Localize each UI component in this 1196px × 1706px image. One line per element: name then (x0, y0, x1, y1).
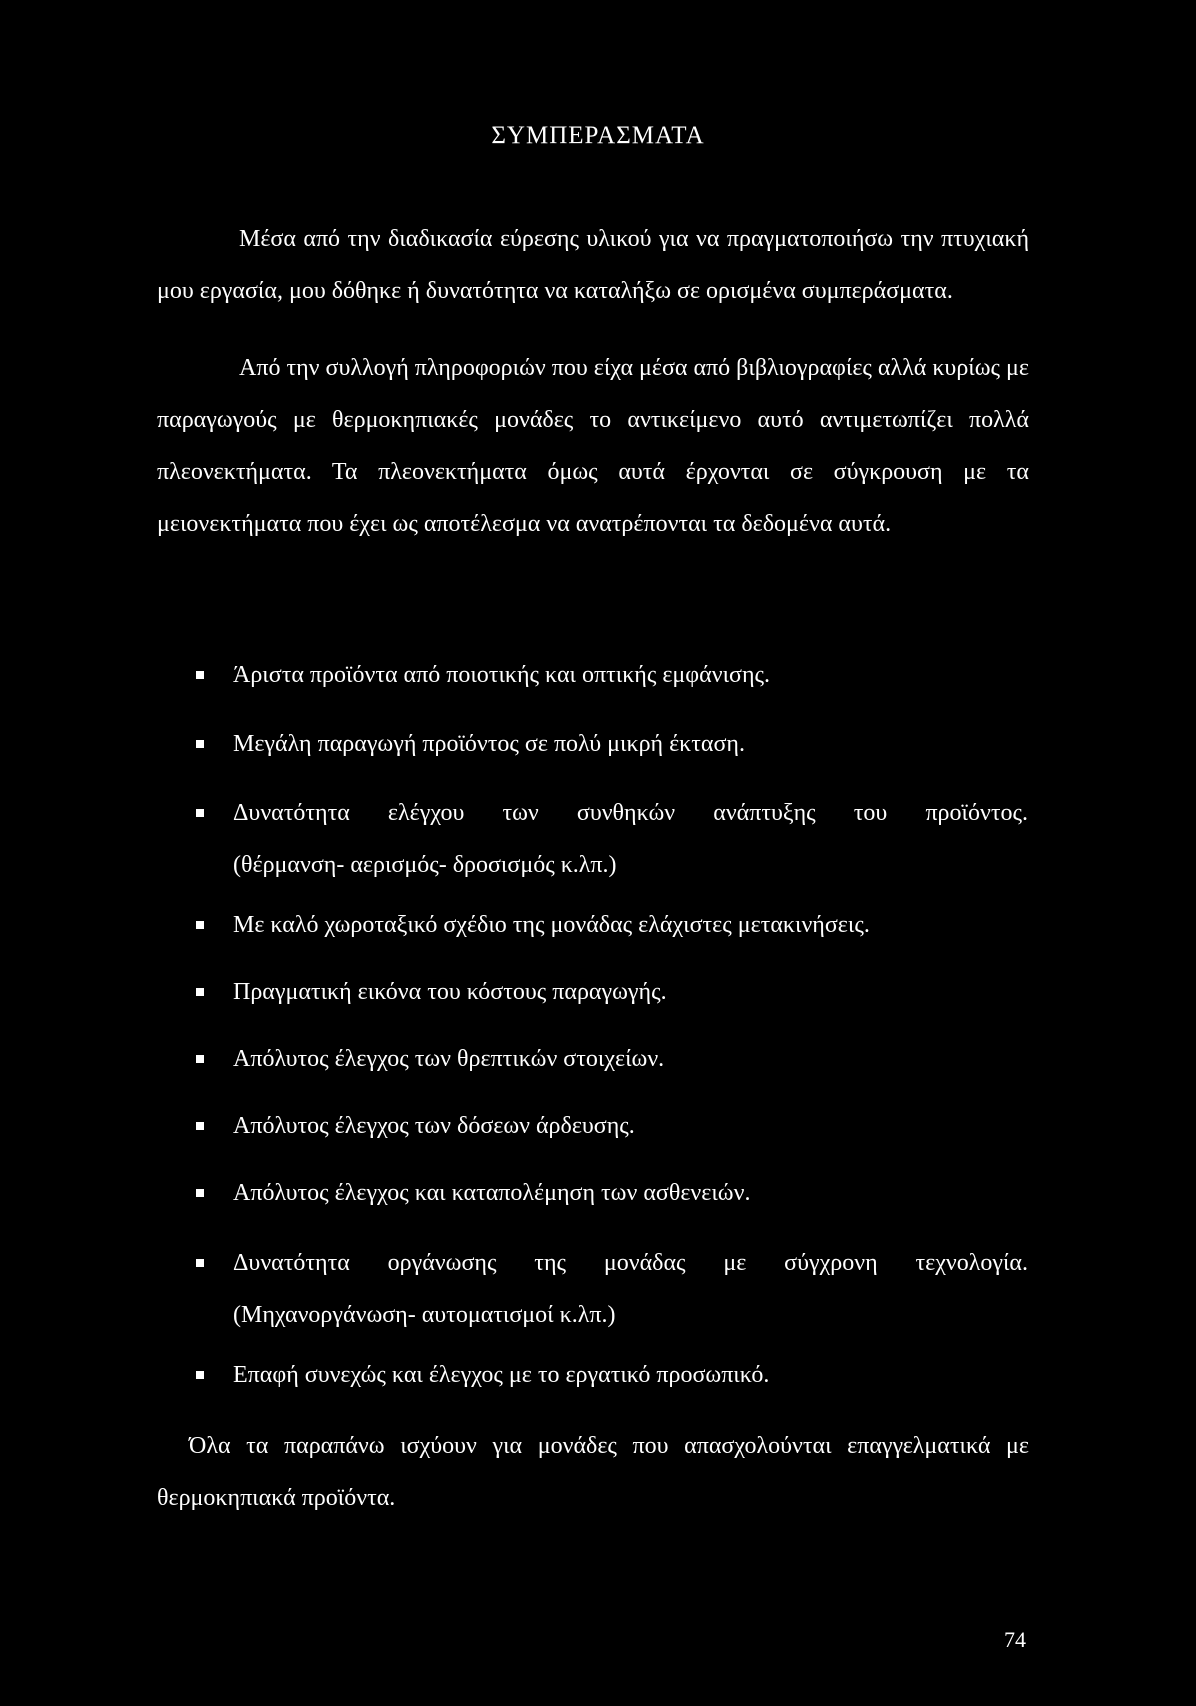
list-item (196, 649, 1028, 701)
list-item-text: Επαφή συνεχώς και έλεγχος με το εργατικό προσωπικό. (233, 1362, 770, 1388)
bullet-icon (196, 1371, 204, 1379)
bullet-icon (196, 671, 204, 679)
closing-paragraph: Όλα τα παραπάνω ισχύουν για μονάδες που απασχολούνται επαγγελματικά με θερμοκηπιακά προϊόντα. (157, 1433, 1029, 1511)
bullet-icon (196, 1055, 204, 1063)
list-item-continuation: (Μηχανοργάνωση- αυτοματισμοί κ.λπ.) (233, 1302, 616, 1328)
list-item (196, 1237, 1028, 1341)
advantages-paragraph: Από την συλλογή πληροφοριών που είχα μέσα από βιβλιογραφίες αλλά κυρίως με παραγωγούς με θερμοκηπιακές μονάδες το αντικείμενο αυτό αντιμετωπίζει πολλά πλεονεκτήματα. Τα πλεονεκτήματα όμως αυτά έρχονται σε σύγκρουση με τα μειονεκτήματα που έχει ως αποτέλεσμα να ανατρέπονται τα δεδομένα αυτά. (157, 355, 1029, 537)
bullet-icon (196, 1189, 204, 1197)
list-item-text: Απόλυτος έλεγχος των δόσεων άρδευσης. (233, 1113, 635, 1139)
bullet-icon (196, 740, 204, 748)
list-item-text: Πραγματική εικόνα του κόστους παραγωγής. (233, 979, 667, 1005)
list-item-text: Απόλυτος έλεγχος των θρεπτικών στοιχείων. (233, 1046, 665, 1072)
bullet-icon (196, 921, 204, 929)
list-item (196, 899, 1028, 951)
list-item (196, 1100, 1028, 1152)
list-item (196, 718, 1028, 770)
bullet-icon (196, 988, 204, 996)
list-item (196, 966, 1028, 1018)
intro-paragraph: Μέσα από την διαδικασία εύρεσης υλικού για να πραγματοποιήσω την πτυχιακή μου εργασία, μου δόθηκε ή δυνατότητα να καταλήξω σε ορισμένα συμπεράσματα. (157, 226, 1029, 304)
list-item-text: Δυνατότητα ελέγχου των συνθηκών ανάπτυξης του προϊόντος. (233, 800, 1028, 826)
page-number: 74 (1004, 1627, 1026, 1652)
page-title: ΣΥΜΠΕΡΑΣΜΑΤΑ (491, 122, 705, 149)
list-item-text: Με καλό χωροταξικό σχέδιο της μονάδας ελάχιστες μετακινήσεις. (233, 912, 870, 938)
list-item (196, 787, 1028, 891)
list-item-text: Άριστα προϊόντα από ποιοτικής και οπτικής εμφάνισης. (233, 662, 771, 688)
list-item-text: Δυνατότητα οργάνωσης της μονάδας με σύγχρονη τεχνολογία. (233, 1250, 1028, 1276)
list-item-continuation: (θέρμανση- αερισμός- δροσισμός κ.λπ.) (233, 852, 617, 878)
bullet-icon (196, 1122, 204, 1130)
list-item-text: Απόλυτος έλεγχος και καταπολέμηση των ασθενειών. (233, 1180, 751, 1206)
bullet-icon (196, 809, 204, 817)
list-item-text: Μεγάλη παραγωγή προϊόντος σε πολύ μικρή έκταση. (233, 731, 745, 757)
bullet-icon (196, 1259, 204, 1267)
list-item (196, 1167, 1028, 1219)
list-item (196, 1349, 1028, 1401)
list-item (196, 1033, 1028, 1085)
